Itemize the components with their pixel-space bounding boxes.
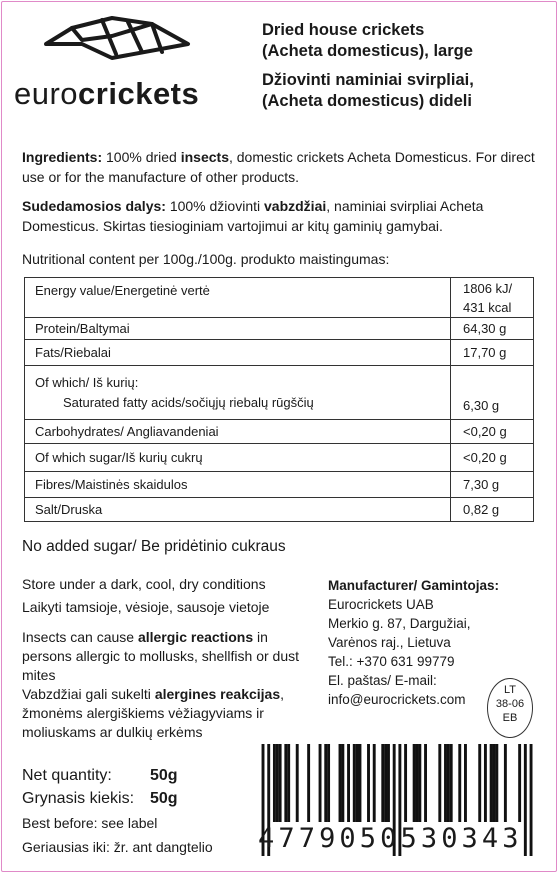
ingredients-en (22, 147, 537, 187)
barcode-bar (484, 744, 487, 822)
nutrition-heading: Nutritional content per 100g./100g. produkto maistingumas: (22, 251, 390, 267)
brand-wordmark (14, 76, 199, 112)
allergy-en-post: in persons allergic to mollusks, shellfish or dust mites (22, 629, 300, 683)
barcode-bar (307, 744, 310, 822)
approval-stamp (487, 678, 533, 738)
barcode-bar (387, 744, 390, 822)
table-row (25, 472, 534, 498)
barcode-bar (413, 744, 416, 822)
ingredients-lt-label: Sudedamosios dalys: (22, 198, 166, 214)
barcode-bar (464, 744, 467, 822)
table-row (25, 340, 534, 366)
table-row (25, 318, 534, 340)
barcode-bar (327, 744, 330, 822)
nutrition-table (24, 277, 534, 522)
cricket-logo-icon (42, 14, 192, 64)
barcode-bar (367, 744, 370, 822)
ingredients-en-bold: insects (180, 149, 229, 165)
product-title (262, 20, 552, 120)
no-sugar-note: No added sugar/ Be pridėtinio cukraus (22, 538, 286, 555)
barcode-bar (384, 744, 387, 822)
nutrient-value: 6,30 g (451, 366, 534, 420)
ingredients-en-label: Ingredients: (22, 149, 103, 165)
title-lt (262, 70, 552, 112)
nutrient-name: Salt/Druska (25, 498, 451, 522)
barcode-bar (504, 744, 507, 822)
barcode-bar (495, 744, 498, 822)
table-row (25, 278, 534, 318)
barcode-bar (450, 744, 453, 822)
storage-en: Store under a dark, cool, dry conditions (22, 576, 266, 592)
allergy-en-bold: allergic reactions (137, 629, 254, 645)
net-lt (22, 787, 178, 810)
barcode-bar (444, 744, 447, 822)
ingredients-en-pre: 100% dried (102, 149, 181, 165)
nutrient-value: 1806 kJ/ 431 kcal (451, 278, 534, 318)
table-row (25, 444, 534, 472)
barcode-bar (347, 744, 350, 822)
barcode-bar (490, 744, 493, 822)
manufacturer-email: info@eurocrickets.com (328, 692, 466, 707)
title-en-line1: Dried house crickets (262, 21, 425, 39)
brand-prefix: euro (14, 76, 79, 111)
barcode-bar (284, 744, 287, 822)
net-lt-value: 50g (150, 790, 178, 807)
barcode-bar (404, 744, 407, 822)
barcode-bar (416, 744, 419, 822)
barcode-bar (373, 744, 376, 822)
nutrient-name: Of which sugar/Iš kurių cukrų (25, 444, 451, 472)
title-lt-line2: (Acheta domesticus) dideli (262, 92, 472, 110)
barcode-bar (381, 744, 384, 822)
manufacturer-line: El. paštas/ E-mail: (328, 673, 437, 688)
barcode-bar (279, 744, 282, 822)
allergy-lt (22, 685, 317, 742)
title-lt-line1: Džiovinti naminiai svirpliai, (262, 71, 474, 89)
barcode-bar (296, 744, 299, 822)
nutrient-name: Energy value/Energetinė vertė (25, 278, 451, 318)
barcode-bar (458, 744, 461, 822)
barcode-bar (287, 744, 290, 822)
title-en (262, 20, 552, 62)
manufacturer-line: Merkio g. 87, Dargužiai, (328, 616, 471, 631)
stamp-eb: EB (502, 712, 518, 724)
nutrient-value: 7,30 g (451, 472, 534, 498)
title-en-line2: (Acheta domesticus), large (262, 42, 473, 60)
net-en-label: Net quantity: (22, 767, 112, 784)
stamp-number: 38-06 (495, 698, 525, 710)
nutrient-name: Carbohydrates/ Angliavandeniai (25, 420, 451, 444)
allergy-lt-post: , žmonėms alergiškiems vėžiagyviams ir moliuskams ar dulkių erkėms (22, 686, 285, 740)
ingredients-en-post: , domestic crickets Acheta Domesticus. For direct use or for the manufacture of other products. (22, 149, 535, 185)
table-row (25, 420, 534, 444)
allergy-lt-bold: alergines reakcijas (154, 686, 281, 702)
manufacturer-line: Tel.: +370 631 99779 (328, 654, 455, 669)
nutrient-value: <0,20 g (451, 444, 534, 472)
nutrient-name: Of which/ Iš kurių: (35, 374, 139, 390)
table-row (25, 366, 534, 420)
nutrient-value: 17,70 g (451, 340, 534, 366)
nutrient-value: <0,20 g (451, 420, 534, 444)
logo (14, 14, 214, 114)
best-before-lt: Geriausias iki: žr. ant dangtelio (22, 839, 213, 855)
barcode-bar (447, 744, 450, 822)
barcode-bar (418, 744, 421, 822)
net-en-value: 50g (150, 767, 178, 784)
barcode-guard-bar (530, 744, 533, 856)
barcode-bar (359, 744, 362, 822)
manufacturer-heading: Manufacturer/ Gamintojas: (328, 578, 500, 593)
barcode-bar (356, 744, 359, 822)
table-row (25, 498, 534, 522)
barcode-bar (478, 744, 481, 822)
nutrient-subname: Saturated fatty acids/sočiųjų riebalų rūgščių (63, 394, 314, 410)
storage-info (22, 575, 317, 617)
manufacturer-line: Varėnos raj., Lietuva (328, 635, 451, 650)
ingredients-lt-bold: vabzdžiai (264, 198, 327, 214)
ingredients-lt-pre: 100% džiovinti (165, 198, 264, 214)
best-before-en: Best before: see label (22, 815, 158, 831)
nutrient-name: Fats/Riebalai (25, 340, 451, 366)
barcode-number: 4779050530343 (258, 823, 523, 854)
barcode-bar (493, 744, 496, 822)
net-quantity (22, 764, 178, 810)
allergy-info (22, 628, 317, 742)
net-lt-label: Grynasis kiekis: (22, 790, 135, 807)
allergy-en (22, 628, 317, 685)
barcode-bar (339, 744, 342, 822)
nutrient-value: 64,30 g (451, 318, 534, 340)
nutrient-name: Protein/Baltymai (25, 318, 451, 340)
barcode-bar (273, 744, 276, 822)
barcode-bar (276, 744, 279, 822)
storage-lt: Laikyti tamsioje, vėsioje, sausoje vietoje (22, 599, 270, 615)
nutrient-name: Fibres/Maistinės skaidulos (25, 472, 451, 498)
ingredients-lt-post: , naminiai svirpliai Acheta Domesticus. Skirtas tiesioginiam vartojimui ar kitų gaminių gamybai. (22, 198, 484, 234)
manufacturer-line: Eurocrickets UAB (328, 597, 434, 612)
barcode-bar (424, 744, 427, 822)
barcode-bar (353, 744, 356, 822)
barcode-bar (319, 744, 322, 822)
barcode-bar (438, 744, 441, 822)
barcode-bar (324, 744, 327, 822)
stamp-country: LT (503, 684, 517, 696)
allergy-en-pre: Insects can cause (22, 629, 138, 645)
net-en (22, 764, 178, 787)
nutrient-value: 0,82 g (451, 498, 534, 522)
brand-suffix: crickets (78, 76, 200, 111)
barcode-bar (518, 744, 521, 822)
nutrient-name-group (25, 366, 451, 420)
allergy-lt-pre: Vabzdžiai gali sukelti (22, 686, 155, 702)
ingredients-lt (22, 196, 537, 236)
barcode-bar (341, 744, 344, 822)
